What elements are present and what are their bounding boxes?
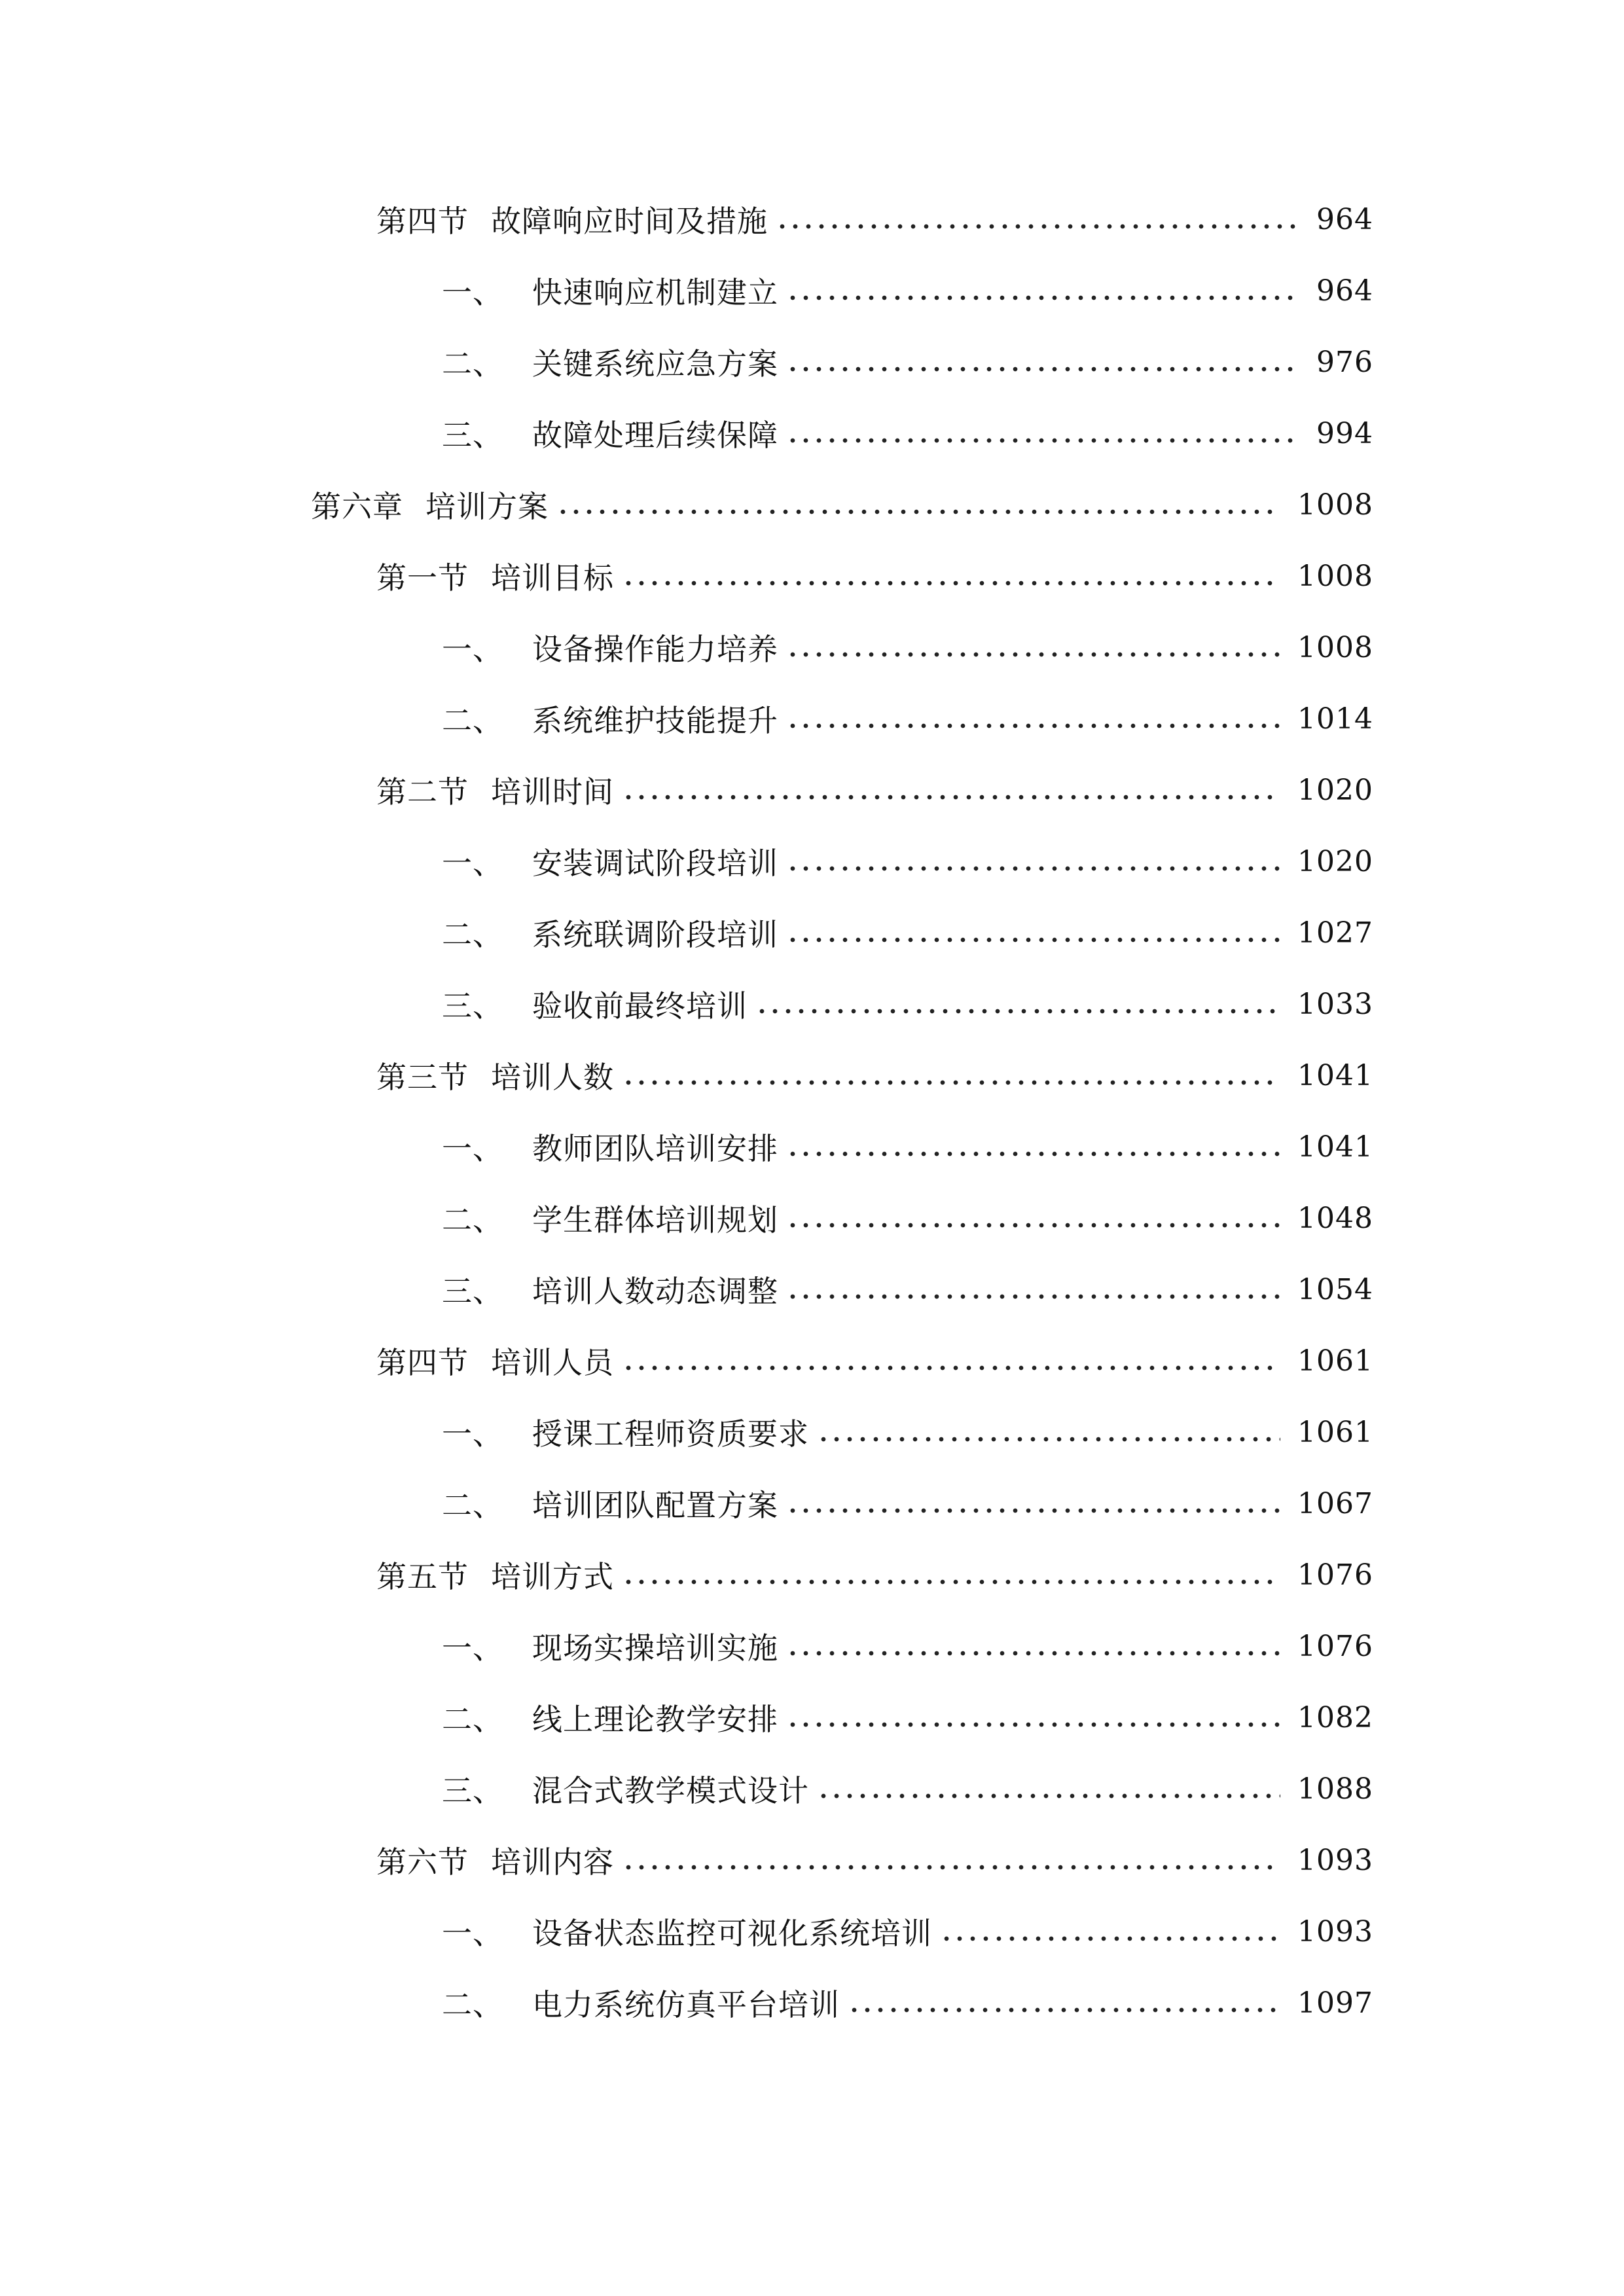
toc-entry[interactable]: [0, 336, 1624, 388]
toc-entry-number: 一、: [442, 1416, 503, 1452]
dot-leader: [817, 1435, 1280, 1444]
toc-entry-title: 培训团队配置方案: [532, 1488, 778, 1523]
toc-entry-label: [376, 554, 614, 598]
toc-entry-number: 第二节: [376, 774, 469, 810]
toc-entry-number: 第四节: [376, 1345, 469, 1380]
toc-entry-title: 设备操作能力培养: [532, 632, 778, 667]
toc-entry[interactable]: [0, 1834, 1624, 1886]
dot-leader: [786, 1292, 1280, 1301]
toc-entry[interactable]: [0, 407, 1624, 459]
toc-entry[interactable]: [0, 478, 1624, 531]
dot-leader: [622, 579, 1280, 588]
dot-leader: [786, 1221, 1280, 1230]
toc-entry-page: 1008: [1297, 488, 1373, 522]
toc-entry[interactable]: [0, 1691, 1624, 1744]
dot-leader: [786, 365, 1299, 374]
toc-entry-number: 二、: [442, 1202, 503, 1238]
dot-leader: [622, 1078, 1280, 1087]
toc-entry[interactable]: [0, 835, 1624, 888]
toc-entry[interactable]: [0, 1763, 1624, 1815]
toc-entry-number: 二、: [442, 346, 503, 382]
toc-entry-title: 线上理论教学安排: [532, 1702, 778, 1737]
toc-entry-page: 964: [1316, 274, 1373, 308]
toc-entry[interactable]: [0, 550, 1624, 602]
toc-entry-number: 二、: [442, 917, 503, 952]
dot-leader: [786, 1720, 1280, 1729]
toc-entry-label: [442, 911, 778, 954]
toc-entry[interactable]: [0, 978, 1624, 1030]
toc-entry[interactable]: [0, 1192, 1624, 1244]
toc-entry-number: 一、: [442, 632, 503, 667]
toc-entry-label: [442, 1125, 778, 1168]
toc-entry-title: 快速响应机制建立: [532, 275, 778, 310]
toc-entry-page: 1093: [1297, 1914, 1373, 1948]
toc-entry-label: [376, 1339, 614, 1382]
toc-entry-page: 1014: [1297, 702, 1373, 736]
toc-entry-number: 三、: [442, 1773, 503, 1808]
dot-leader: [776, 222, 1299, 231]
toc-entry[interactable]: [0, 1477, 1624, 1530]
toc-entry-title: 混合式教学模式设计: [532, 1773, 809, 1808]
toc-entry-page: 964: [1316, 202, 1373, 236]
toc-entry-title: 授课工程师资质要求: [532, 1416, 809, 1452]
toc-entry[interactable]: [0, 193, 1624, 245]
toc-entry-title: 培训内容: [491, 1844, 614, 1880]
toc-entry-page: 1020: [1297, 773, 1373, 807]
toc-entry-number: 一、: [442, 275, 503, 310]
toc-entry-title: 关键系统应急方案: [532, 346, 778, 382]
dot-leader: [786, 650, 1280, 659]
toc-entry-number: 二、: [442, 1987, 503, 2022]
toc-entry-page: 1048: [1297, 1201, 1373, 1235]
toc-entry-label: [442, 1268, 778, 1311]
dot-leader: [786, 864, 1280, 873]
toc-entry-label: [442, 340, 778, 384]
toc-entry-page: 1033: [1297, 987, 1373, 1021]
toc-entry[interactable]: [0, 1335, 1624, 1387]
toc-entry-label: [442, 840, 778, 883]
toc-entry-title: 培训人数: [491, 1060, 614, 1095]
toc-entry-title: 验收前最终培训: [532, 988, 748, 1024]
toc-entry-label: [442, 982, 748, 1026]
toc-entry-page: 1020: [1297, 844, 1373, 878]
toc-entry-title: 培训目标: [491, 560, 614, 596]
toc-entry-label: [376, 198, 768, 241]
toc-entry-number: 二、: [442, 1488, 503, 1523]
toc-entry[interactable]: [0, 1121, 1624, 1173]
toc-entry-label: [311, 483, 549, 526]
dot-leader: [622, 1863, 1280, 1872]
toc-entry-title: 培训时间: [491, 774, 614, 810]
toc-entry-title: 培训方案: [425, 489, 549, 524]
toc-entry-label: [442, 1696, 778, 1739]
toc-entry-label: [376, 1054, 614, 1097]
toc-entry[interactable]: [0, 1406, 1624, 1458]
toc-entry[interactable]: [0, 906, 1624, 959]
toc-entry-title: 培训人员: [491, 1345, 614, 1380]
toc-entry-label: [442, 1767, 809, 1810]
toc-entry-number: 第六节: [376, 1844, 469, 1880]
dot-leader: [755, 1007, 1280, 1016]
toc-entry-page: 1093: [1297, 1843, 1373, 1877]
toc-entry-page: 1061: [1297, 1344, 1373, 1378]
toc-entry[interactable]: [0, 1905, 1624, 1958]
toc-entry-label: [442, 1196, 778, 1240]
toc-entry[interactable]: [0, 621, 1624, 673]
toc-entry[interactable]: [0, 1620, 1624, 1672]
toc-entry-page: 1054: [1297, 1272, 1373, 1306]
dot-leader: [622, 1577, 1280, 1587]
toc-entry-label: [442, 1410, 809, 1454]
toc-entry-label: [442, 626, 778, 669]
dot-leader: [940, 1934, 1280, 1943]
toc-entry-page: 1041: [1297, 1058, 1373, 1092]
dot-leader: [786, 935, 1280, 944]
toc-entry-title: 设备状态监控可视化系统培训: [532, 1916, 932, 1951]
toc-entry-label: [376, 1839, 614, 1882]
toc-entry[interactable]: [0, 692, 1624, 745]
toc-entry-number: 三、: [442, 988, 503, 1024]
dot-leader: [786, 1649, 1280, 1658]
toc-entry-title: 学生群体培训规划: [532, 1202, 778, 1238]
toc-entry-page: 1076: [1297, 1558, 1373, 1592]
toc-entry[interactable]: [0, 1549, 1624, 1601]
toc-entry-label: [442, 1482, 778, 1525]
toc-entry-number: 一、: [442, 846, 503, 881]
dot-leader: [786, 293, 1299, 302]
toc-entry[interactable]: [0, 764, 1624, 816]
toc-entry-title: 系统维护技能提升: [532, 703, 778, 738]
toc-entry-title: 电力系统仿真平台培训: [532, 1987, 840, 2022]
toc-entry[interactable]: [0, 1263, 1624, 1316]
toc-entry-number: 一、: [442, 1131, 503, 1166]
dot-leader: [786, 1149, 1280, 1158]
toc-entry[interactable]: [0, 1977, 1624, 2029]
toc-entry-page: 1067: [1297, 1486, 1373, 1520]
toc-entry-number: 第一节: [376, 560, 469, 596]
toc-entry-number: 第五节: [376, 1559, 469, 1594]
toc-entry-label: [376, 1553, 614, 1596]
toc-entry[interactable]: [0, 1049, 1624, 1102]
toc-entry-page: 1041: [1297, 1130, 1373, 1164]
toc-entry[interactable]: [0, 264, 1624, 317]
toc-entry-label: [442, 697, 778, 740]
toc-entry-title: 故障响应时间及措施: [491, 204, 768, 239]
dot-leader: [622, 793, 1280, 802]
toc-entry-label: [442, 412, 778, 455]
toc-entry-number: 二、: [442, 703, 503, 738]
dot-leader: [848, 2005, 1280, 2015]
toc-entry-page: 1088: [1297, 1772, 1373, 1806]
toc-entry-title: 现场实操培训实施: [532, 1630, 778, 1666]
toc-entry-number: 二、: [442, 1702, 503, 1737]
toc-entry-number: 一、: [442, 1630, 503, 1666]
toc-entry-page: 1061: [1297, 1415, 1373, 1449]
toc-entry-label: [442, 1981, 840, 2024]
toc-entry-number: 第四节: [376, 204, 469, 239]
toc-entry-page: 1076: [1297, 1629, 1373, 1663]
toc-entry-number: 三、: [442, 1274, 503, 1309]
toc-entry-number: 第三节: [376, 1060, 469, 1095]
toc-entry-number: 一、: [442, 1916, 503, 1951]
toc-entry-page: 1097: [1297, 1986, 1373, 2020]
toc-entry-label: [442, 269, 778, 312]
toc-entry-page: 994: [1316, 416, 1373, 450]
toc-entry-page: 976: [1316, 345, 1373, 379]
dot-leader: [786, 436, 1299, 445]
dot-leader: [786, 1506, 1280, 1515]
toc-entry-title: 系统联调阶段培训: [532, 917, 778, 952]
toc-entry-title: 培训人数动态调整: [532, 1274, 778, 1309]
toc-entry-label: [442, 1624, 778, 1668]
toc-entry-number: 三、: [442, 418, 503, 453]
dot-leader: [817, 1791, 1280, 1801]
toc-entry-page: 1008: [1297, 559, 1373, 593]
dot-leader: [556, 507, 1280, 516]
toc-entry-title: 培训方式: [491, 1559, 614, 1594]
toc-entry-number: 第六章: [311, 489, 403, 524]
toc-entry-page: 1008: [1297, 630, 1373, 664]
dot-leader: [622, 1363, 1280, 1372]
toc-entry-title: 安装调试阶段培训: [532, 846, 778, 881]
toc-entry-page: 1027: [1297, 916, 1373, 950]
toc-entry-page: 1082: [1297, 1700, 1373, 1734]
dot-leader: [786, 721, 1280, 730]
toc-entry-label: [376, 768, 614, 812]
toc-entry-title: 教师团队培训安排: [532, 1131, 778, 1166]
toc-entry-title: 故障处理后续保障: [532, 418, 778, 453]
toc-entry-label: [442, 1910, 932, 1953]
